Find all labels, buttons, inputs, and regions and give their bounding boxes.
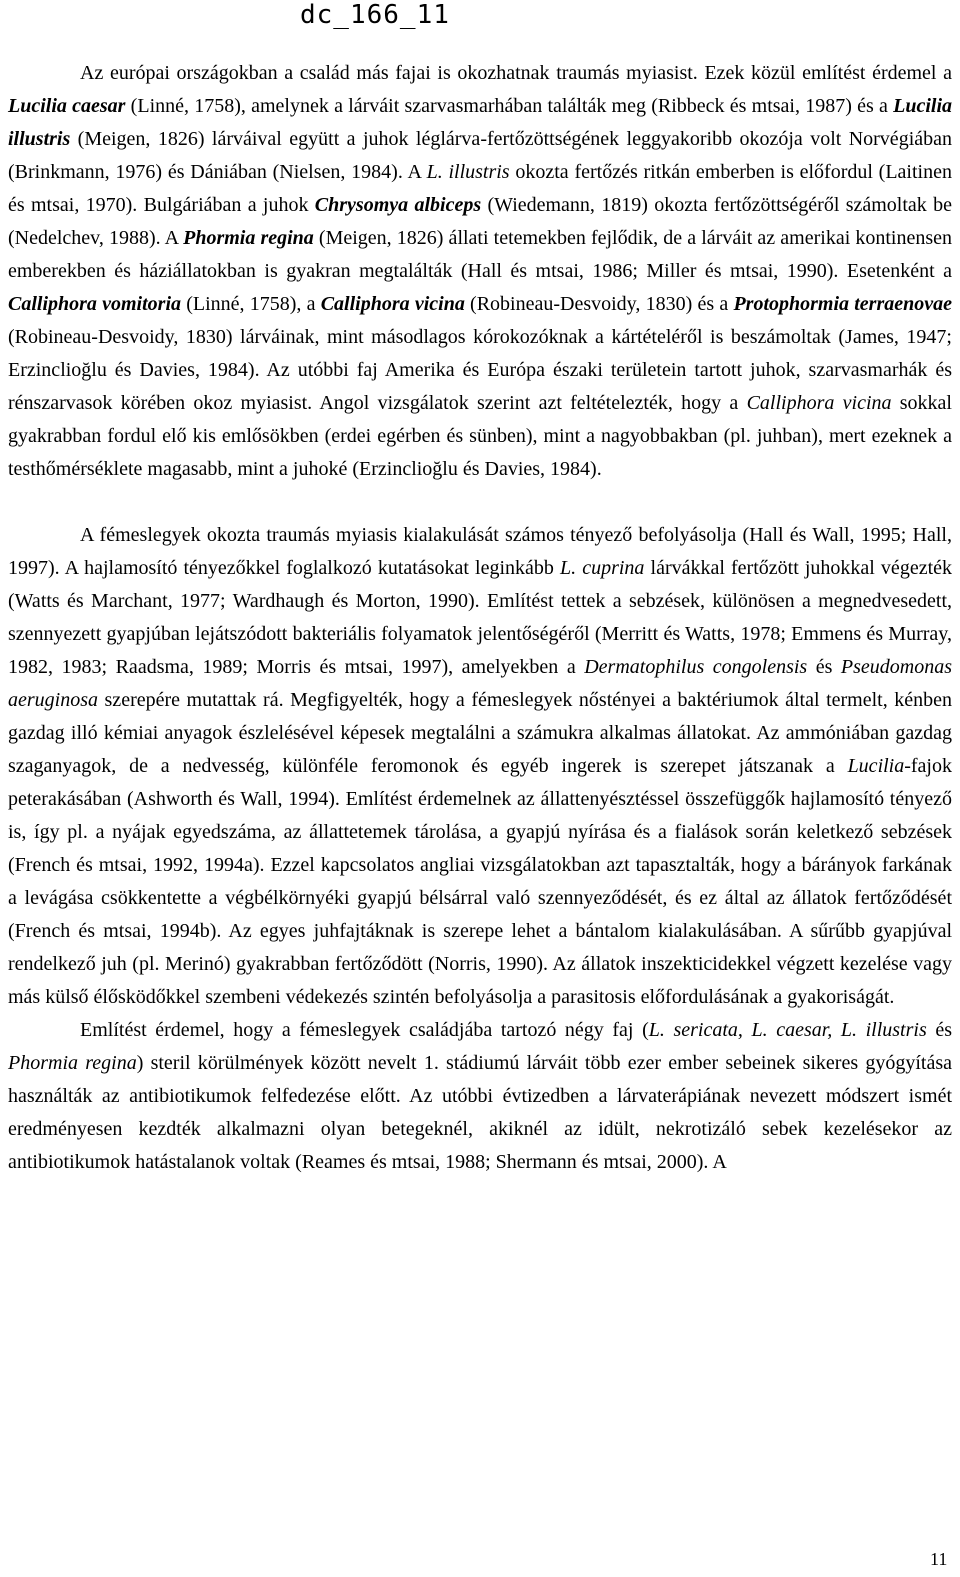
text-run: okozta fertőzés ritkán emberben is előfordul (Laitinen és mtsai, 1970). Bulgáriában a juhok <box>8 161 952 216</box>
text-run: (Meigen, 1826) állati tetemekben fejlődik, de a lárváit az amerikai kontinensen emberekben és háziállatokban is gyakran megtalálták (Hall és mtsai, 1986; Miller és mtsai, 1990). Esetenként a <box>8 227 953 282</box>
text-run: (Meigen, 1826) lárváival együtt a juhok léglárva-fertőzöttségének leggyakoribb okozója volt Norvégiában (Brinkmann, 1976) és Dániában (Nielsen, 1984). A <box>8 128 952 183</box>
paragraph <box>8 57 952 486</box>
species-name: Lucilia illustris <box>8 95 952 150</box>
paragraph <box>8 1014 952 1179</box>
text-run: -fajok peterakásában (Ashworth és Wall, 1994). Említést érdemelnek az állattenyésztéssel összefüggők hajlamosító tényező is, így pl. a nyájak egyedszáma, az állattetemek tárolása, a gyapjú nyírása és a fialások során keletkező sebzések (French és mtsai, 1992, 1994a). Ezzel kapcsolatos angliai vizsgálatokban azt tapasztalták, hogy a bárányok farkának a levágása csökkentette a végbélkörnyéki gyapjú bélsárral való szennyeződését, és ez által az állatok fertőződését (French és mtsai, 1994b). Az egyes juhfajtáknak is szerepe lehet a bántalom kialakulásában. A sűrűbb gyapjúval rendelkező juh (pl. Merinó) gyakrabban fertőződött (Norris, 1990). Az állatok inszekticidekkel végzett kezelése vagy más külső élősködőkkel szembeni védekezés szintén befolyásolja a parasitosis előfordulásának a gyakoriságát. <box>8 755 952 1008</box>
text-run: ) steril körülmények között nevelt 1. stádiumú lárváit több ezer ember sebeinek sikeres gyógyítása használták az antibiotikumok felfedezése előtt. Az utóbbi évtizedben a lárvaterápiának nevezett módszert ismét eredményesen kezdték alkalmazni olyan betegeknél, akiknél az idült, nekrotizáló sebek kezelésekor az antibiotikumok hatástalanok voltak (Reames és mtsai, 1988; Shermann és mtsai, 2000). A <box>8 1052 952 1173</box>
species-name: Calliphora vomitoria <box>8 293 182 315</box>
document-body <box>8 57 952 1179</box>
text-run: (Linné, 1758), amelynek a lárváit szarvasmarhában találták meg (Ribbeck és mtsai, 1987) és a <box>125 95 894 117</box>
text-run: (Robineau-Desvoidy, 1830) és a <box>464 293 734 315</box>
species-name: L. illustris <box>426 161 510 183</box>
paragraph <box>8 519 952 1014</box>
text-run: Említést érdemel, hogy a fémeslegyek családjába tartozó négy faj ( <box>80 1019 649 1041</box>
species-name: Calliphora vicina <box>746 392 892 414</box>
text-run: (Linné, 1758), a <box>181 293 321 315</box>
species-name: Chrysomya albiceps <box>314 194 482 216</box>
species-name: Phormia regina <box>8 1052 137 1074</box>
text-run: lárvákkal fertőzött juhokkal végezték (Watts és Marchant, 1977; Wardhaugh és Morton, 1990). Említést tettek a sebzések, különösen a megnedvesedett, szennyezett gyapjúban lejátszódott bakteriális folyamatok jelentőségéről (Merritt és Watts, 1978; Emmens és Murray, 1982, 1983; Raadsma, 1989; Morris és mtsai, 1997), amelyekben a <box>8 557 952 678</box>
species-name: Lucilia <box>847 755 905 777</box>
species-name: Lucilia caesar <box>8 95 126 117</box>
text-run: szerepére mutattak rá. Megfigyelték, hogy a fémeslegyek nőstényei a baktériumok által termelt, kénben gazdag illó kémiai anyagok észlelésével képesek megtalálni a számukra alkalmas állatokat. Az ammóniában gazdag szaganyagok, de a nedvesség, különféle feromonok és egyéb ingerek is szerepet játszanak a <box>8 689 952 777</box>
species-name: L. sericata, L. caesar, L. illustris <box>648 1019 927 1041</box>
text-run: Az európai országokban a család más fajai is okozhatnak traumás myiasist. Ezek közül említést érdemel a <box>80 62 952 84</box>
text-run: sokkal gyakrabban fordul elő kis emlősökben (erdei egérben és sünben), mint a nagyobbakban (pl. juhban), mert ezeknek a testhőmérséklete magasabb, mint a juhoké (Erzinclioğlu és Davies, 1984). <box>8 392 952 480</box>
text-run: (Robineau-Desvoidy, 1830) lárváinak, mint másodlagos kórokozóknak a kártételéről is beszámoltak (James, 1947; Erzinclioğlu és Davies, 1984). Az utóbbi faj Amerika és Európa északi területein tartott juhok, szarvasmarhák és rénszarvasok körében okoz myiasist. Angol vizsgálatok szerint azt feltételezték, hogy a <box>8 326 952 414</box>
text-run: és <box>926 1019 952 1041</box>
text-run: A fémeslegyek okozta traumás myiasis kialakulását számos tényező befolyásolja (Hall és Wall, 1995; Hall, 1997). A hajlamosító tényezőkkel foglalkozó kutatásokat leginkább <box>8 524 952 579</box>
species-name: Calliphora vicina <box>320 293 465 315</box>
text-run: (Wiedemann, 1819) okozta fertőzöttségéről számoltak be (Nedelchev, 1988). A <box>8 194 952 249</box>
document-id-header: dc_166_11 <box>300 0 450 30</box>
species-name: L. cuprina <box>559 557 645 579</box>
species-name: Phormia regina <box>183 227 314 249</box>
species-name: Protophormia terraenovae <box>733 293 952 315</box>
text-run: és <box>807 656 841 678</box>
species-name: Dermatophilus congolensis <box>584 656 808 678</box>
page-number: 11 <box>930 1549 948 1569</box>
species-name: Pseudomonas aeruginosa <box>8 656 953 711</box>
